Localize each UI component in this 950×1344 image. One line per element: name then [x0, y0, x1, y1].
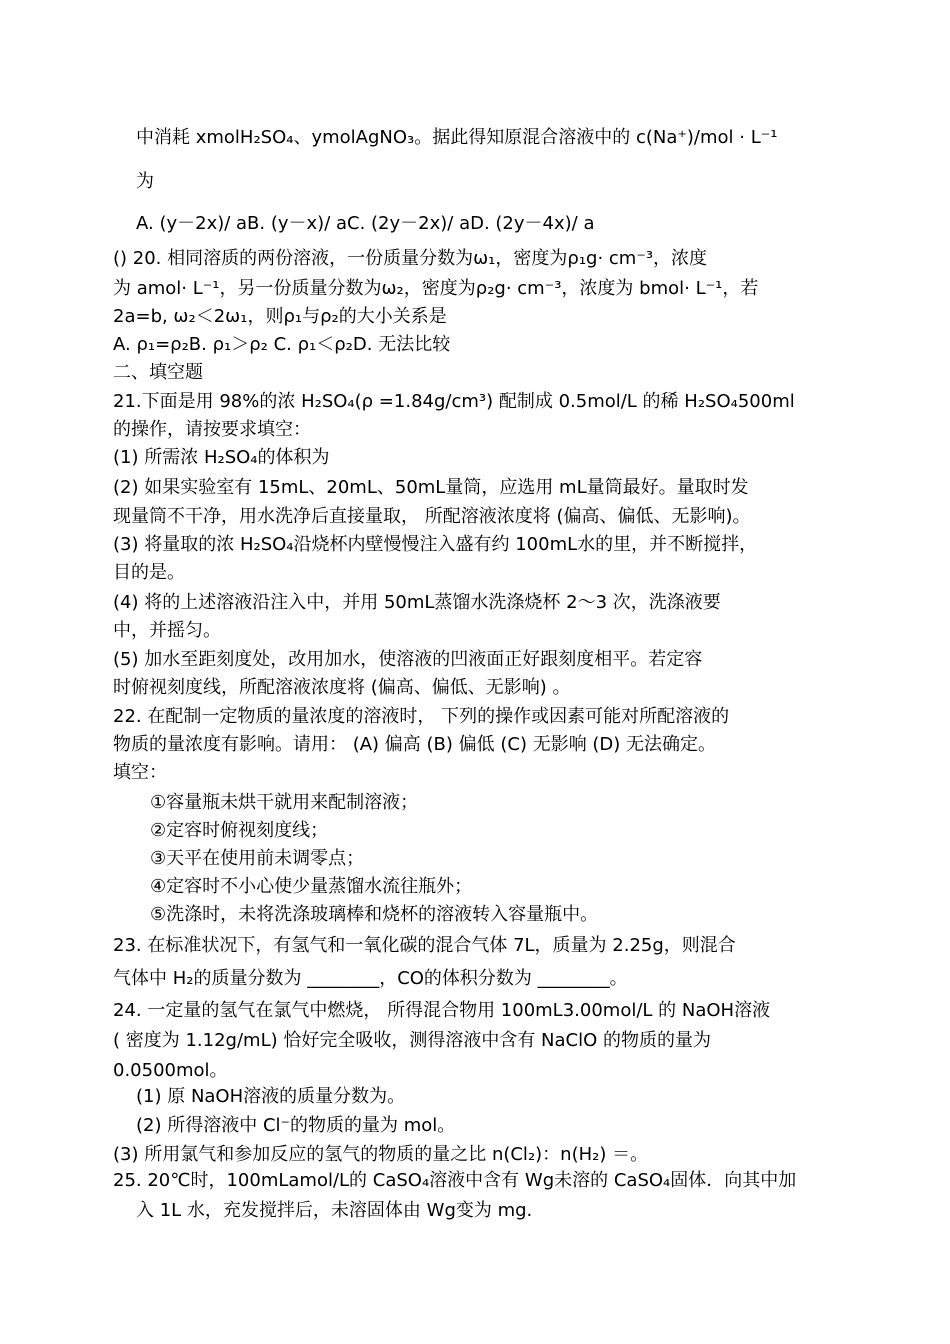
text-line: 为 amol· L⁻¹，另一份质量分数为ω₂，密度为ρ₂g· cm⁻³，浓度为 bmol· L⁻¹，若	[113, 278, 759, 299]
list-item: ①容量瓶未烘干就用来配制溶液；	[150, 792, 419, 813]
question-21: 21.下面是用 98%的浓 H₂SO₄(ρ =1.84g/cm³) 配制成 0.5mol/L 的稀 H₂SO₄500ml	[113, 391, 795, 412]
section-heading: 二、填空题	[113, 362, 203, 383]
answer-options: A. ρ₁=ρ₂B. ρ₁＞ρ₂ C. ρ₁＜ρ₂D. 无法比较	[113, 334, 451, 355]
text-line: 中，并摇匀。	[113, 620, 221, 641]
text-line: 时俯视刻度线，所配溶液浓度将 (偏高、偏低、无影响) 。	[113, 677, 571, 698]
text-line: 2a=b, ω₂＜2ω₁，则ρ₁与ρ₂的大小关系是	[113, 306, 447, 327]
question-23: 23. 在标准状况下，有氢气和一氧化碳的混合气体 7L，质量为 2.25g，则混合	[113, 935, 736, 956]
question-24: 24. 一定量的氢气在氯气中燃烧， 所得混合物用 100mL3.00mol/L 的 NaOH溶液	[113, 1000, 771, 1021]
list-item: ⑤洗涤时，未将洗涤玻璃棒和烧杯的溶液转入容量瓶中。	[150, 904, 599, 925]
text-line: (3) 将量取的浓 H₂SO₄沿烧杯内壁慢慢注入盛有约 100mL水的里，并不断搅拌，	[113, 534, 758, 555]
text-line: 目的是。	[113, 562, 185, 583]
text-line: (2) 所得溶液中 Cl⁻的物质的量为 mol。	[136, 1115, 456, 1136]
text-line: ( 密度为 1.12g/mL) 恰好完全吸收，测得溶液中含有 NaClO 的物质的量为	[113, 1030, 712, 1051]
text-line: 入 1L 水，充发搅拌后，未溶固体由 Wg变为 mg.	[136, 1200, 533, 1221]
list-item: ③天平在使用前未调零点；	[150, 848, 365, 869]
question-25: 25. 20℃时，100mLamol/L的 CaSO₄溶液中含有 Wg未溶的 CaSO₄固体．向其中加	[113, 1170, 797, 1191]
text-line: 填空：	[113, 762, 167, 783]
text-line: 中消耗 xmolH₂SO₄、ymolAgNO₃。据此得知原混合溶液中的 c(Na⁺)/mol · L⁻¹	[136, 127, 778, 148]
question-20: () 20. 相同溶质的两份溶液，一份质量分数为ω₁，密度为ρ₁g· cm⁻³，浓度	[113, 248, 708, 269]
text-line: (4) 将的上述溶液沿注入中，并用 50mL蒸馏水洗涤烧杯 2～3 次，洗涤液要	[113, 592, 721, 613]
text-line: 0.0500mol。	[113, 1060, 228, 1081]
text-line: (1) 原 NaOH溶液的质量分数为。	[136, 1086, 406, 1107]
text-line: 气体中 H₂的质量分数为 ________，CO的体积分数为 ________。	[113, 968, 628, 989]
text-line: (5) 加水至距刻度处，改用加水，使溶液的凹液面正好跟刻度相平。若定容	[113, 649, 703, 670]
text-line: 为	[136, 171, 154, 192]
text-line: 物质的量浓度有影响。请用： (A) 偏高 (B) 偏低 (C) 无影响 (D) 无法确定。	[113, 734, 717, 755]
text-line: (1) 所需浓 H₂SO₄的体积为	[113, 447, 330, 468]
text-line: (3) 所用氯气和参加反应的氢气的物质的量之比 n(Cl₂)：n(H₂) ＝。	[113, 1144, 649, 1165]
answer-options: A. (y－2x)/ aB. (y－x)/ aC. (2y－2x)/ aD. (2y－4x)/ a	[136, 213, 595, 234]
text-line: 的操作，请按要求填空：	[113, 419, 311, 440]
text-line: (2) 如果实验室有 15mL、20mL、50mL量筒，应选用 mL量筒最好。量取时发	[113, 477, 749, 498]
list-item: ④定容时不小心使少量蒸馏水流往瓶外；	[150, 876, 473, 897]
list-item: ②定容时俯视刻度线；	[150, 820, 329, 841]
text-line: 现量筒不干净，用水洗净后直接量取， 所配溶液浓度将 (偏高、偏低、无影响)。	[113, 506, 751, 527]
question-22: 22. 在配制一定物质的量浓度的溶液时， 下列的操作或因素可能对所配溶液的	[113, 706, 730, 727]
